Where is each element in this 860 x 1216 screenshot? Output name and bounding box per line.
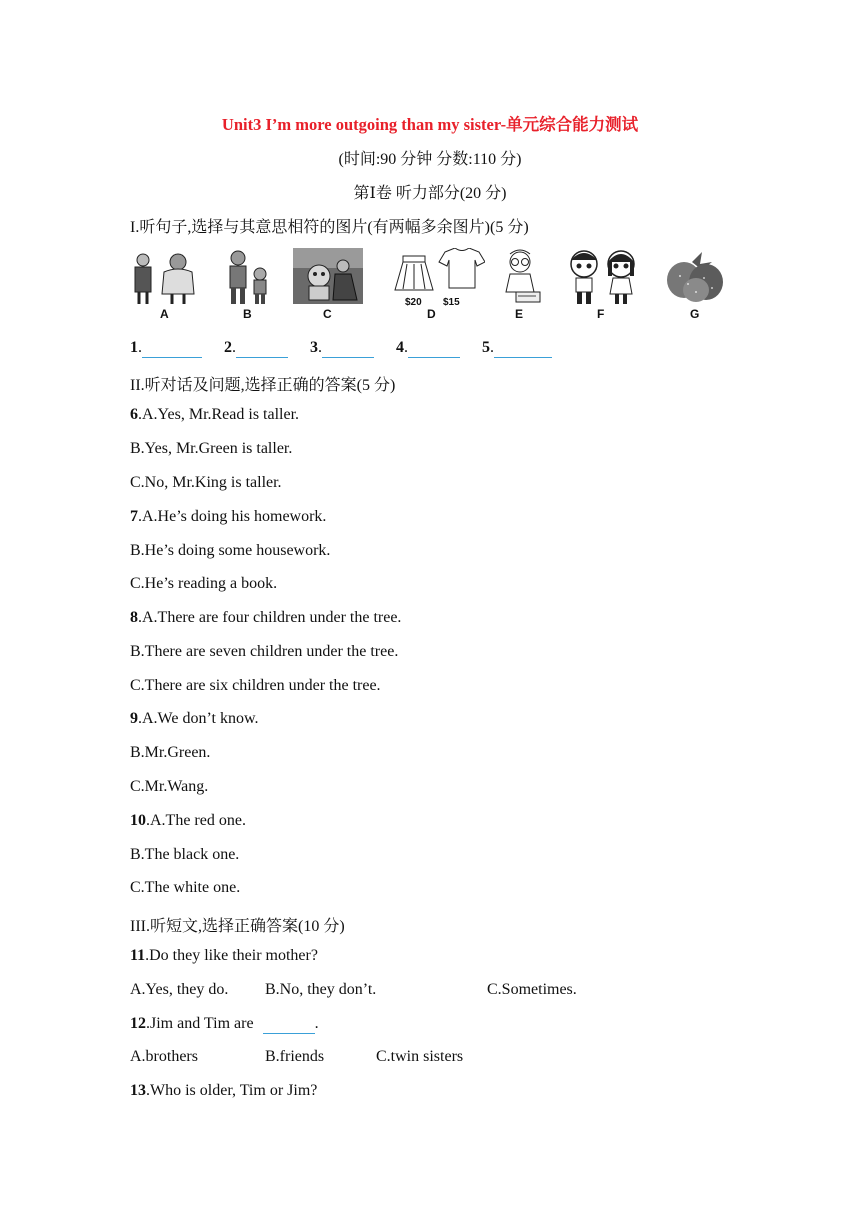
picture-f-label: F bbox=[597, 307, 605, 321]
answer-blank-5[interactable] bbox=[494, 339, 552, 358]
q8-option-a bbox=[130, 609, 401, 627]
picture-c bbox=[293, 248, 363, 304]
q10-option-b: B.The black one. bbox=[130, 846, 240, 863]
question-number: 8 bbox=[130, 609, 138, 626]
answer-item-5: 5. bbox=[482, 339, 552, 356]
q6-option-c: C.No, Mr.King is taller. bbox=[130, 474, 282, 491]
answer-number: 2 bbox=[224, 339, 232, 356]
price-skirt: $20 bbox=[405, 297, 422, 308]
q7-option-c: C.He’s reading a book. bbox=[130, 575, 278, 592]
picture-e-label: E bbox=[515, 307, 524, 321]
answer-number: 1 bbox=[130, 339, 138, 356]
picture-d bbox=[393, 248, 485, 298]
q12-option-a: A.brothers bbox=[130, 1048, 198, 1065]
question-end: . bbox=[314, 1015, 319, 1032]
q12-text bbox=[130, 1015, 319, 1034]
picture-d-label: D bbox=[427, 307, 436, 321]
answer-blank-3[interactable] bbox=[322, 339, 374, 358]
picture-b-label: B bbox=[243, 307, 252, 321]
q11-option-a: A.Yes, they do. bbox=[130, 981, 229, 998]
answer-row bbox=[130, 339, 552, 358]
q11-option-b: B.No, they don’t. bbox=[265, 981, 377, 998]
q12-option-b: B.friends bbox=[265, 1048, 325, 1065]
price-tshirt: $15 bbox=[443, 297, 460, 308]
answer-item-2: 2. bbox=[224, 339, 288, 356]
answer-number: 5 bbox=[482, 339, 490, 356]
question-number: 12 bbox=[130, 1015, 146, 1032]
q7-option-b: B.He’s doing some housework. bbox=[130, 542, 331, 559]
q12-option-c: C.twin sisters bbox=[376, 1048, 464, 1065]
picture-e bbox=[500, 248, 544, 306]
q9-option-c: C.Mr.Wang. bbox=[130, 778, 209, 795]
answer-item-4: 4. bbox=[396, 339, 460, 356]
q9-option-b: B.Mr.Green. bbox=[130, 744, 211, 761]
option-text: .A.The red one. bbox=[146, 812, 246, 829]
q9-option-a bbox=[130, 710, 258, 728]
answer-number: 4 bbox=[396, 339, 404, 356]
q6-option-b: B.Yes, Mr.Green is taller. bbox=[130, 440, 293, 457]
question-number: 7 bbox=[130, 508, 138, 525]
picture-a bbox=[130, 248, 200, 308]
answer-blank-2[interactable] bbox=[236, 339, 288, 358]
picture-g-label: G bbox=[690, 307, 700, 321]
picture-b bbox=[224, 248, 272, 308]
q11-text bbox=[130, 947, 318, 965]
section-heading: 第Ⅰ卷 听力部分(20 分) bbox=[353, 185, 507, 202]
q8-option-c: C.There are six children under the tree. bbox=[130, 677, 381, 694]
part1-heading: I.听句子,选择与其意思相符的图片(有两幅多余图片)(5 分) bbox=[130, 219, 529, 236]
q6-option-a bbox=[130, 406, 299, 424]
question-text: .Do they like their mother? bbox=[145, 947, 318, 964]
picture-c-label: C bbox=[323, 307, 332, 321]
part2-heading: II.听对话及问题,选择正确的答案(5 分) bbox=[130, 377, 396, 394]
picture-g bbox=[662, 248, 728, 304]
question-number: 6 bbox=[130, 406, 138, 423]
q11-option-c: C.Sometimes. bbox=[487, 981, 577, 998]
q13-text bbox=[130, 1082, 317, 1100]
q8-option-b: B.There are seven children under the tree. bbox=[130, 643, 399, 660]
q7-option-a bbox=[130, 508, 326, 526]
q10-option-a bbox=[130, 812, 246, 830]
option-text: .A.Yes, Mr.Read is taller. bbox=[138, 406, 300, 423]
option-text: .A.He’s doing his homework. bbox=[138, 508, 327, 525]
question-number: 10 bbox=[130, 812, 146, 829]
q12-answer-blank[interactable] bbox=[263, 1015, 315, 1034]
answer-blank-4[interactable] bbox=[408, 339, 460, 358]
question-text: .Who is older, Tim or Jim? bbox=[146, 1082, 318, 1099]
answer-blank-1[interactable] bbox=[142, 339, 202, 358]
answer-item-1: 1. bbox=[130, 339, 202, 356]
question-number: 13 bbox=[130, 1082, 146, 1099]
picture-f bbox=[566, 248, 640, 306]
option-text: .A.There are four children under the tree. bbox=[138, 609, 402, 626]
option-text: .A.We don’t know. bbox=[138, 710, 259, 727]
question-number: 9 bbox=[130, 710, 138, 727]
question-number: 11 bbox=[130, 947, 146, 964]
q10-option-c: C.The white one. bbox=[130, 879, 241, 896]
part3-heading: III.听短文,选择正确答案(10 分) bbox=[130, 918, 345, 935]
time-info: (时间:90 分钟 分数:110 分) bbox=[338, 151, 522, 168]
question-text: .Jim and Tim are bbox=[146, 1015, 254, 1032]
picture-a-label: A bbox=[160, 307, 169, 321]
document-title: Unit3 I’m more outgoing than my sister-单元综合能力测试 bbox=[221, 115, 639, 134]
answer-item-3: 3. bbox=[310, 339, 374, 356]
answer-number: 3 bbox=[310, 339, 318, 356]
